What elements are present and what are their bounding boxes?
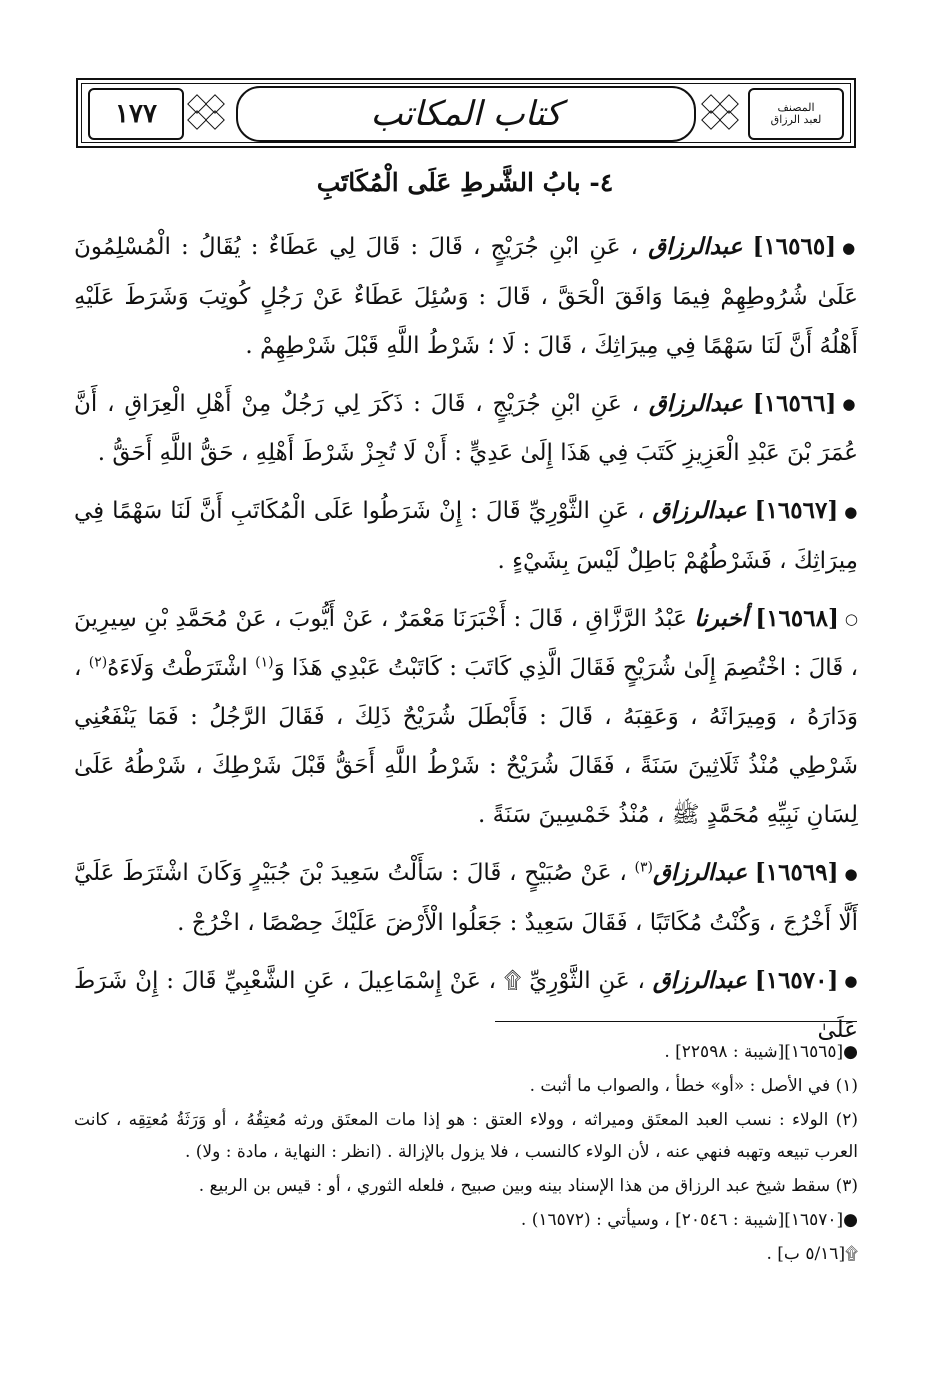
hadith-paragraph	[74, 848, 858, 948]
hadith-text: ، عَنِ الثَّوْرِيِّ ۩ ، عَنْ إِسْمَاعِيلَ ، عَنِ الشَّعْبِيِّ قَالَ : إِنْ شَرَطَ عَلَىٰ	[74, 967, 858, 1043]
bullet-icon: ●	[844, 502, 858, 521]
hadith-text: اشْتَرَطْتُ وَلَاءَهُ	[107, 655, 248, 681]
chapter-title: ٤- بابُ الشَّرطِ عَلَى الْمُكَاتَبِ	[316, 168, 614, 197]
series-logo	[748, 88, 844, 140]
bullet-icon: ●	[842, 395, 858, 413]
narrator-name: عبدالرزاق	[648, 389, 744, 417]
footnote-ref: (٣)	[634, 859, 653, 876]
book-title-cartouche	[236, 86, 696, 142]
hadith-paragraph	[74, 594, 858, 841]
narrator-name: عبدالرزاق	[652, 497, 747, 524]
logo-line-2: لعبد الرزاق	[770, 113, 822, 126]
hadith-number: [١٦٥٧٠]	[754, 966, 839, 994]
bullet-icon: ●	[842, 238, 859, 257]
narrator-name: أخبرنا	[694, 604, 748, 632]
footnotes	[74, 1036, 858, 1272]
narrator-name: عبدالرزاق	[652, 859, 748, 886]
hadith-number: [١٦٥٦٩]	[754, 859, 839, 886]
hadith-number: [١٦٥٦٥]	[752, 233, 837, 260]
footnote-ref: (١)	[255, 654, 274, 671]
ornament-icon	[698, 92, 748, 132]
main-text	[74, 222, 858, 1063]
bullet-icon: ●	[844, 972, 859, 990]
footnote: (٢) الولاء : نسب العبد المعتَق وميراثه ، وولاء العتق : هو إذا مات المعتَق ورثه مُعتِقُهُ ، أو وَرَثَةُ مُعتِقِه ، كانت العرب تبيعه وتهبه فنهي عنه ، لأن الولاء كالنسب ، فلا يزول بالإزالة . (انظر : النهاية ، مادة : ولا) .	[74, 1110, 858, 1162]
footnote: (١) في الأصل : «أو» خطأ ، والصواب ما أثبت .	[529, 1076, 858, 1096]
page-number-box	[88, 88, 184, 140]
page-number: ١٧٧	[115, 99, 157, 129]
page-header	[76, 78, 856, 148]
footnote: ●[١٦٥٦٥][شيبة : ٢٢٥٩٨] .	[664, 1042, 858, 1062]
narrator-name: عبدالرزاق	[652, 966, 747, 994]
logo-line-1: المصنف	[777, 101, 815, 114]
hadith-number: [١٦٥٦٧]	[754, 497, 839, 524]
footnote-divider	[495, 1021, 857, 1022]
book-title: كتاب المكاتب	[370, 94, 562, 134]
footnote: ●[١٦٥٧٠][شيبة : ٢٠٥٤٦] ، وسيأتي : (١٦٥٧٢) .	[520, 1210, 858, 1230]
ornament-icon	[184, 92, 234, 132]
bullet-icon: ●	[844, 864, 858, 883]
footnote: ۩[٥/١٦ ب] .	[766, 1244, 858, 1264]
hadith-text: ، عَنِ الثَّوْرِيِّ قَالَ : إِنْ شَرَطُوا عَلَى الْمُكَاتَبِ أَنَّ لَنَا سَهْمًا فِي مِيرَاثِكَ ، فَشَرْطُهُمْ بَاطِلٌ لَيْسَ بِشَيْءٍ .	[74, 498, 858, 574]
hadith-paragraph	[74, 222, 858, 371]
footnote-ref: (٢)	[88, 654, 108, 671]
hadith-number: [١٦٥٦٦]	[752, 389, 837, 417]
hadith-text: ، عَنِ ابْنِ جُرَيْجٍ ، قَالَ : قَالَ لِي عَطَاءٌ : يُقَالُ : الْمُسْلِمُونَ عَلَىٰ شُرُوطِهِمْ فِيمَا وَافَقَ الْحَقَّ ، قَالَ : وَسُئِلَ عَطَاءٌ عَنْ رَجُلٍ كُوتِبَ وَشَرَطَ عَلَيْهِ أَهْلُهُ أَنَّ لَنَا سَهْمًا فِي مِيرَاثِكَ ، قَالَ : لَا ؛ شَرْطُ اللَّهِ قَبْلَ شَرْطِهِمْ .	[74, 234, 858, 359]
narrator-name: عبدالرزاق	[648, 233, 743, 260]
hadith-text: ، عَنْ صُبَيْحٍ ، قَالَ : سَأَلْتُ سَعِيدَ بْنَ جُبَيْرٍ وَكَانَ اشْتَرَطَ عَلَيَّ أَلَّا أَخْرُجَ ، وَكُنْتُ مُكَاتَبًا ، فَقَالَ سَعِيدٌ : جَعَلُوا الْأَرْضَ عَلَيْكَ حِصْصًا ، اخْرُجْ .	[74, 860, 858, 936]
bullet-icon: ○	[844, 610, 859, 628]
hadith-text: عَبْدُ الرَّزَّاقِ ، قَالَ : أَخْبَرَنَا مَعْمَرٌ ، عَنْ أَيُّوبَ ، عَنْ مُحَمَّدِ بْنِ سِيرِينَ ، قَالَ : اخْتُصِمَ إِلَىٰ شُرَيْحٍ فَقَالَ الَّذِي كَاتَبَ : كَاتَبْتُ عَبْدِي هَذَا وَ	[74, 605, 859, 681]
hadith-paragraph	[74, 486, 858, 586]
footnote: (٣) سقط شيخ عبد الرزاق من هذا الإسناد بينه وبين صبيح ، فلعله الثوري ، أو : قيس بن الربيع .	[198, 1176, 858, 1196]
hadith-paragraph	[74, 379, 858, 479]
hadith-text: ، عَنِ ابْنِ جُرَيْجٍ ، قَالَ : ذَكَرَ لِي رَجُلٌ مِنْ أَهْلِ الْعِرَاقِ ، أَنَّ عُمَرَ بْنَ عَبْدِ الْعَزِيزِ كَتَبَ فِي هَذَا إِلَىٰ عَدِيٍّ : أَنْ لَا تُجِزْ شَرْطَ أَهْلِهِ ، حَقُّ اللَّهِ أَحَقُّ .	[74, 390, 858, 466]
hadith-number: [١٦٥٦٨]	[755, 604, 839, 632]
hadith-text: ، وَدَارَهُ ، وَمِيرَاثَهُ ، وَعَقِبَهُ ، قَالَ : فَأَبْطَلَ شُرَيْحٌ ذَلِكَ ، فَقَالَ الرَّجُلُ : فَمَا يَنْفَعُنِي شَرْطِي مُنْذُ ثَلَاثِينَ سَنَةً ، فَقَالَ شُرَيْحٌ : شَرْطُ اللَّهِ أَحَقُّ قَبْلَ شَرْطِكَ ، شَرْطُهُ عَلَىٰ لِسَانِ نَبِيِّهِ مُحَمَّدٍ ﷺ ، مُنْذُ خَمْسِينَ سَنَةً .	[74, 655, 858, 828]
